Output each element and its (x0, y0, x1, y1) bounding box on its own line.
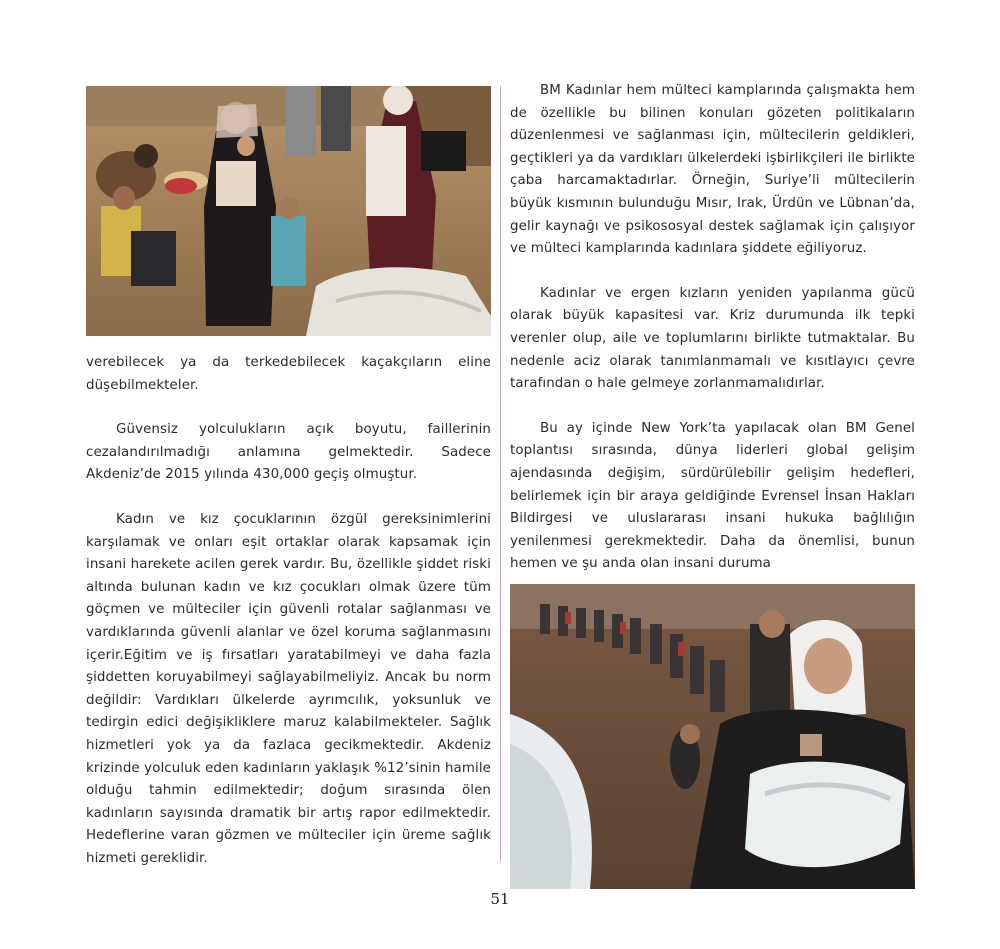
right-paragraph-3: Bu ay içinde New York’ta yapılacak olan BM Genel toplantısı sırasında, dünya liderleri global gelişim ajendasında değişim, sürdürülebilir gelişim hedefleri, belirlemek için bir araya geldiğinde Evrensel İnsan Hakları Bildirgesi ve uluslararası insani hukuka bağlılığın yenilenmesi gerekmektedir. Daha da önemlisi, bunun hemen ve şu anda olan insani duruma (510, 420, 915, 572)
refugee-column-mother-baby-photo (510, 584, 915, 889)
spacer (510, 396, 915, 418)
left-paragraph-3: Kadın ve kız çocuklarının özgül gereksinimlerini karşılamak ve onları eşit ortaklar olarak kapsamak için insani harekete acilen gerek vardır. Bu, özellikle şiddet riski altında bulunan kadın ve kız çocukları olmak üzere tüm göçmen ve mülteciler için güvenli rotalar sağlanması ve vardıklarında güvenli alanlar ve özel koruma sağlanmasını içerir.Eğitim ve iş fırsatları yaratabilmeyi ve daha fazla şiddetten koruyabilmeyi sağlayabilmeliyiz. Ancak bu norm değildir: Vardıkları ülkelerde ayrımcılık, yoksunluk ve tedirgin edici değişikliklere maruz kalabilmekteler. Sağlık hizmetleri yok ya da fazlaca gecikmektedir. Akdeniz krizinde yolculuk eden kadınların yaklaşık %12’sinin hamile olduğu tahmin edilmektedir; doğum sırasında ölen kadınların sayısında dramatik bir artış rapor edilmektedir. Hedeflerine varan gözmen ve mülteciler için üreme sağlık hizmeti gereklidir. (86, 511, 491, 866)
left-paragraph-1: verebilecek ya da terkedebilecek kaçakçıların eline düşebilmekteler. (86, 355, 491, 393)
left-paragraph-2: Güvensiz yolculukların açık boyutu, faillerinin cezalandırılmadığı anlamına gelmektedir. Sadece Akdeniz’de 2015 yılında 430,000 geçiş olmuştur. (86, 422, 491, 483)
spacer (510, 261, 915, 283)
right-column (510, 80, 915, 889)
refugee-women-children-photo (86, 86, 491, 336)
spacer (86, 336, 491, 352)
right-paragraph-2: Kadınlar ve ergen kızların yeniden yapılanma gücü olarak büyük kapasitesi var. Kriz durumunda ilk tepki verenler olup, aile ve toplumlarını birlikte tutmaktalar. Bu nedenle aciz olarak tanımlanmamalı ve kısıtlayıcı çevre tarafından o hale gelmeye zorlanmamalıdırlar. (510, 285, 915, 392)
column-divider (500, 86, 501, 862)
right-paragraph-1: BM Kadınlar hem mülteci kamplarında çalışmakta hem de özellikle bu bilinen konuları gözeten politikaların düzenlenmesi ve sağlanması için, mültecilerin geldikleri, geçtikleri ya da vardıkları ülkelerdeki işbirlikçileri ile birlikte çaba harcamaktadırlar. Örneğin, Suriye’li mültecilerin büyük kısmının bulunduğu Mısır, Irak, Ürdün ve Lübnan’da, gelir kaynağı ve psikososyal destek sağlamak için çalışıyor ve mülteci kamplarında kadınlara şiddete eğiliyoruz. (510, 83, 916, 257)
refugee-photo-bottom (510, 584, 915, 889)
spacer (86, 397, 491, 419)
left-column (86, 86, 491, 870)
refugee-photo-top (86, 86, 491, 336)
spacer (510, 576, 915, 584)
page-number: 51 (490, 890, 510, 908)
spacer (86, 487, 491, 509)
